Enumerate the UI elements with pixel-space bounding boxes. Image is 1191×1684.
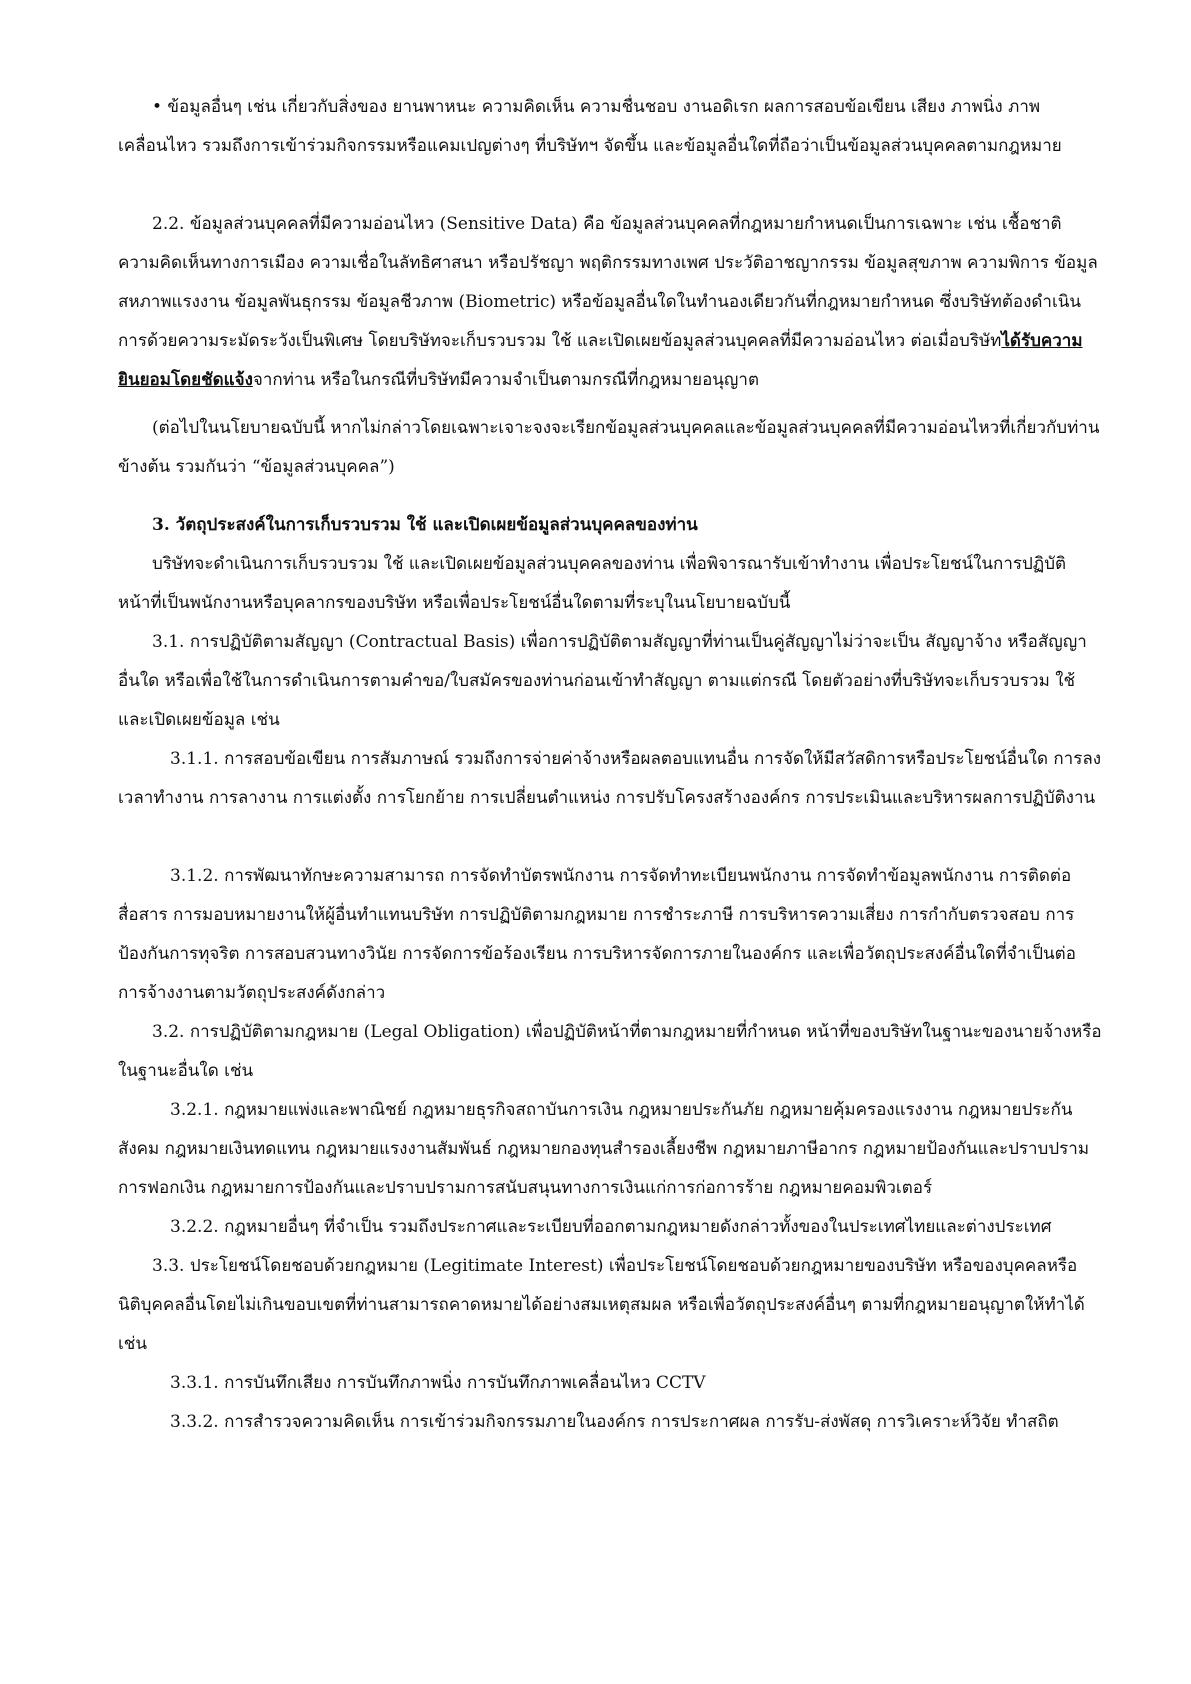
- paragraph-3-1-2: 3.1.2. การพัฒนาทักษะความสามารถ การจัดทำบัตรพนักงาน การจัดทำทะเบียนพนักงาน การจัดทำข้อมูลพนักงาน การติดต่อสื่อสาร การมอบหมายงานให้ผู้อื่นทำแทนบริษัท การปฏิบัติตามกฎหมาย การชำระภาษี การบริหารความเสี่ยง การกำกับตรวจสอบ การป้องกันการทุจริต การสอบสวนทางวินัย การจัดการข้อร้องเรียน การบริหารจัดการภายในองค์กร และเพื่อวัตถุประสงค์อื่นใดที่จำเป็นต่อการจ้างงานตามวัตถุประสงค์ดังกล่าว: [118, 866, 1076, 1003]
- paragraph-3-2-1: 3.2.1. กฎหมายแพ่งและพาณิชย์ กฎหมายธุรกิจสถาบันการเงิน กฎหมายประกันภัย กฎหมายคุ้มครองแรงงาน กฎหมายประกันสังคม กฎหมายเงินทดแทน กฎหมายแรงงานสัมพันธ์ กฎหมายกองทุนสำรองเลี้ยงชีพ กฎหมายภาษีอากร กฎหมายป้องกันและปราบปรามการฟอกเงิน กฎหมายการป้องกันและปราบปรามการสนับสนุนทางการเงินแก่การก่อการร้าย กฎหมายคอมพิวเตอร์: [118, 1100, 1090, 1198]
- paragraph-2-2-text: 2.2. ข้อมูลส่วนบุคคลที่มีความอ่อนไหว (Sensitive Data) คือ ข้อมูลส่วนบุคคลที่กฎหมายกำหนดเป็นการเฉพาะ เช่น เชื้อชาติ ความคิดเห็นทางการเมือง ความเชื่อในลัทธิศาสนา หรือปรัชญา พฤติกรรมทางเพศ ประวัติอาชญากรรม ข้อมูลสุขภาพ ความพิการ ข้อมูลสหภาพแรงงาน ข้อมูลพันธุกรรม ข้อมูลชีวภาพ (Biometric) หรือข้อมูลอื่นใดในทำนองเดียวกันที่กฎหมายกำหนด ซึ่งบริษัทต้องดำเนินการด้วยความระมัดระวังเป็นพิเศษ โดยบริษัทจะเก็บรวบรวม ใช้ และเปิดเผยข้อมูลส่วนบุคคลที่มีความอ่อนไหว ต่อเมื่อบริษัท: [118, 214, 1098, 351]
- paragraph-3-2: 3.2. การปฏิบัติตามกฎหมาย (Legal Obligation) เพื่อปฏิบัติหน้าที่ตามกฎหมายที่กำหนด หน้าที่ของบริษัทในฐานะของนายจ้างหรือในฐานะอื่นใด เช่น: [118, 1022, 1102, 1081]
- paragraph-2-2: [118, 205, 1103, 400]
- paragraph-3-1-1: 3.1.1. การสอบข้อเขียน การสัมภาษณ์ รวมถึงการจ่ายค่าจ้างหรือผลตอบแทนอื่น การจัดให้มีสวัสดิการหรือประโยชน์อื่นใด การลงเวลาทำงาน การลางาน การแต่งตั้ง การโยกย้าย การเปลี่ยนตำแหน่ง การปรับโครงสร้างองค์กร การประเมินและบริหารผลการปฏิบัติงาน: [118, 749, 1102, 808]
- paragraph-3-3: 3.3. ประโยชน์โดยชอบด้วยกฎหมาย (Legitimate Interest) เพื่อประโยชน์โดยชอบด้วยกฎหมายของบริษัท หรือของบุคคลหรือนิติบุคคลอื่นโดยไม่เกินขอบเขตที่ท่านสามารถคาดหมายได้อย่างสมเหตุสมผล หรือเพื่อวัตถุประสงค์อื่นๆ ตามที่กฎหมายอนุญาตให้ทำได้เช่น: [118, 1256, 1085, 1354]
- explicit-consent-emphasis: ได้รับความยินยอมโดยชัดแจ้ง: [118, 331, 1083, 390]
- paragraph-3-3-2: 3.3.2. การสำรวจความคิดเห็น การเข้าร่วมกิจกรรมภายในองค์กร การประกาศผล การรับ-ส่งพัสดุ การวิเคราะห์วิจัย ทำสถิต: [170, 1412, 1059, 1432]
- paragraph-3-3-1: 3.3.1. การบันทึกเสียง การบันทึกภาพนิ่ง การบันทึกภาพเคลื่อนไหว CCTV: [170, 1373, 706, 1393]
- bullet-other-info: • ข้อมูลอื่นๆ เช่น เกี่ยวกับสิ่งของ ยานพาหนะ ความคิดเห็น ความชื่นชอบ งานอดิเรก ผลการสอบข้อเขียน เสียง ภาพนิ่ง ภาพเคลื่อนไหว รวมถึงการเข้าร่วมกิจกรรมหรือแคมเปญต่างๆ ที่บริษัทฯ จัดขึ้น และข้อมูลอื่นใดที่ถือว่าเป็นข้อมูลส่วนบุคคลตามกฎหมาย: [118, 97, 1062, 156]
- section-3-heading: 3. วัตถุประสงค์ในการเก็บรวบรวม ใช้ และเปิดเผยข้อมูลส่วนบุคคลของท่าน: [152, 515, 698, 535]
- paragraph-2-2-tail: จากท่าน หรือในกรณีที่บริษัทมีความจำเป็นตามกรณีที่กฎหมายอนุญาต: [252, 370, 759, 390]
- paragraph-note: (ต่อไปในนโยบายฉบับนี้ หากไม่กล่าวโดยเฉพาะเจาะจงจะเรียกข้อมูลส่วนบุคคลและข้อมูลส่วนบุคคลที่มีความอ่อนไหวที่เกี่ยวกับท่านข้างต้น รวมกันว่า “ข้อมูลส่วนบุคคล”): [118, 418, 1100, 477]
- paragraph-3-2-2: 3.2.2. กฎหมายอื่นๆ ที่จำเป็น รวมถึงประกาศและระเบียบที่ออกตามกฎหมายดังกล่าวทั้งของในประเทศไทยและต่างประเทศ: [170, 1217, 1052, 1237]
- paragraph-3-intro: บริษัทจะดำเนินการเก็บรวบรวม ใช้ และเปิดเผยข้อมูลส่วนบุคคลของท่าน เพื่อพิจารณารับเข้าทำงาน เพื่อประโยชน์ในการปฏิบัติหน้าที่เป็นพนักงานหรือบุคลากรของบริษัท หรือเพื่อประโยชน์อื่นใดตามที่ระบุในนโยบายฉบับนี้: [118, 554, 1067, 613]
- paragraph-3-1: 3.1. การปฏิบัติตามสัญญา (Contractual Basis) เพื่อการปฏิบัติตามสัญญาที่ท่านเป็นคู่สัญญาไม่ว่าจะเป็น สัญญาจ้าง หรือสัญญาอื่นใด หรือเพื่อใช้ในการดำเนินการตามคำขอ/ใบสมัครของท่านก่อนเข้าทำสัญญา ตามแต่กรณี โดยตัวอย่างที่บริษัทจะเก็บรวบรวม ใช้ และเปิดเผยข้อมูล เช่น: [118, 632, 1087, 730]
